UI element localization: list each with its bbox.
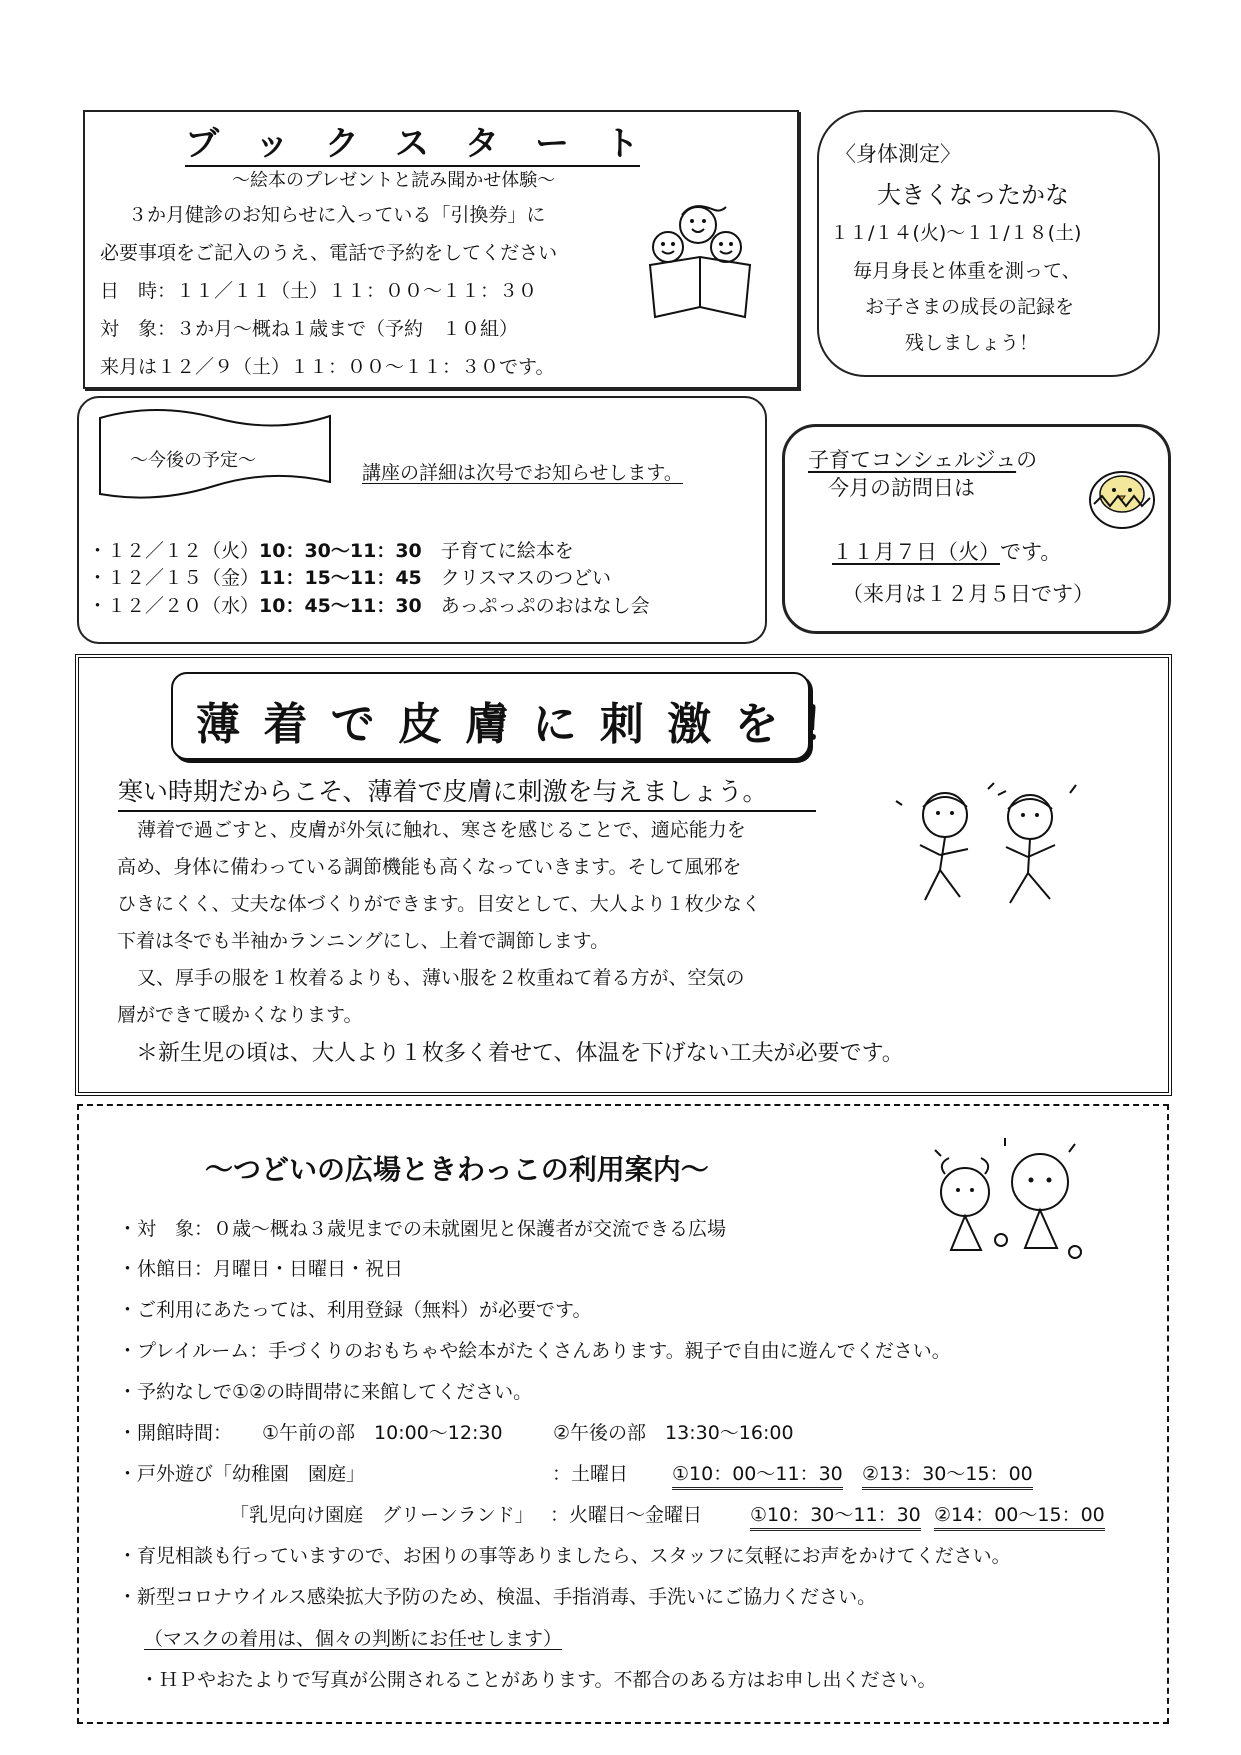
plaza-item-1: ・対 象：０歳～概ね３歳児までの未就園児と保護者が交流できる広場: [118, 1218, 727, 1240]
measurement-line-3: 残しましょう！: [905, 332, 1039, 354]
bookstart-line-2: 必要事項をご記入のうえ、電話で予約をしてください: [100, 242, 558, 264]
concierge-date-suffix: です。: [1000, 540, 1062, 564]
schedule-item-3: [88, 591, 650, 618]
measurement-catch: 大きくなったかな: [877, 181, 1069, 209]
thin-clothes-body-1: 薄着で過ごすと、皮膚が外気に触れ、寒さを感じることで、適応能力を: [137, 819, 746, 841]
plaza-hours-am: ①午前の部 10:00～12:30: [262, 1422, 503, 1444]
concierge-date-line: [832, 536, 1061, 566]
schedule-note: 講座の詳細は次号でお知らせします。: [362, 462, 683, 484]
thin-clothes-body-5: 又、厚手の服を１枚着るよりも、薄い服を２枚重ねて着る方が、空気の: [137, 967, 745, 989]
thin-clothes-body-6: 層ができて暖かくなります。: [117, 1004, 363, 1026]
chick-in-egg-illustration: [1082, 460, 1162, 540]
plaza-item-3: ・ご利用にあたっては、利用登録（無料）が必要です。: [118, 1299, 592, 1321]
bookstart-line-3: 日 時：１１／１１（土）１１：００～１１：３０: [100, 280, 538, 302]
bookstart-line-1: ３か月健診のお知らせに入っている「引換券」に: [128, 204, 546, 226]
schedule-item-time: 10：30～11：30: [259, 540, 422, 562]
concierge-line-2: 今月の訪問日は: [828, 476, 975, 500]
schedule-item-title: クリスマスのつどい: [440, 567, 612, 589]
bookstart-line-4: 対 象：３か月～概ね１歳まで（予約 １０組）: [100, 318, 519, 340]
plaza-tail-1: ・育児相談も行っていますので、お困りの事等ありましたら、スタッフに気軽にお声をかけてください。: [118, 1545, 1011, 1567]
concierge-title-suffix: の: [1016, 448, 1038, 472]
thin-clothes-lead: 寒い時期だからこそ、薄着で皮膚に刺激を与えましょう。: [118, 772, 816, 812]
plaza-item-2: ・休館日：月曜日・日曜日・祝日: [118, 1258, 404, 1280]
schedule-item-date: ・１２／１２（火）: [88, 540, 260, 562]
plaza-item-4: ・プレイルーム：手づくりのおもちゃや絵本がたくさんあります。親子で自由に遊んでください。: [118, 1340, 951, 1362]
measurement-dates: １１/１４(火)～１１/１８(土): [830, 222, 1082, 244]
thin-clothes-body-3: ひきにくく、丈夫な体づくりができます。目安として、大人より１枚少なく: [117, 893, 761, 915]
plaza-mask-note: （マスクの着用は、個々の判断にお任せします）: [144, 1628, 563, 1650]
schedule-item-date: ・１２／２０（水）: [88, 595, 260, 617]
measurement-line-1: 毎月身長と体重を測って、: [853, 260, 1081, 282]
schedule-item-title: あっぷっぷのおはなし会: [440, 595, 650, 617]
plaza-hours-label: ・開館時間：: [118, 1422, 233, 1444]
schedule-item-2: [88, 563, 611, 590]
plaza-hours-pm: ②午後の部 13:30～16:00: [553, 1422, 794, 1444]
concierge-next: （来月は１２月５日です）: [842, 582, 1094, 606]
plaza-outdoor-slot-4: ②14：00～15：00: [934, 1500, 1105, 1531]
plaza-title: ～つどいの広場ときわっこの利用案内～: [205, 1153, 709, 1186]
plaza-photo-note: ・ＨＰやおたよりで写真が公開されることがあります。不都合のある方はお申し出ください。: [140, 1669, 937, 1691]
measurement-heading: 〈身体測定〉: [835, 142, 961, 166]
plaza-outdoor-label: ・戸外遊び「幼稚園 園庭」: [118, 1463, 366, 1485]
concierge-date: １１月７日（火）: [832, 540, 1000, 564]
plaza-outdoor-day-2: ：火曜日～金曜日: [550, 1504, 703, 1526]
plaza-outdoor-slot-2: ②13：30～15：00: [862, 1459, 1033, 1490]
playing-children-illustration: [915, 1130, 1100, 1270]
plaza-item-5: ・予約なしで①②の時間帯に来館してください。: [118, 1381, 533, 1403]
thin-clothes-title: 薄 着 で 皮 膚 に 刺 激 を ！: [196, 699, 850, 750]
schedule-banner: ～今後の予定～: [130, 450, 256, 471]
bookstart-subtitle: ～絵本のプレゼントと読み聞かせ体験～: [232, 170, 556, 191]
thin-clothes-body-4: 下着は冬でも半袖かランニングにし、上着で調節します。: [117, 930, 610, 952]
bookstart-title: ブ ッ ク ス タ ー ト: [185, 116, 640, 167]
plaza-outdoor-slot-3: ①10：30～11：30: [750, 1500, 921, 1531]
schedule-item-date: ・１２／１５（金）: [88, 567, 260, 589]
plaza-outdoor-slot-1: ①10：00～11：30: [672, 1459, 843, 1490]
plaza-outdoor-label-2: 「乳児向け園庭 グリーンランド」: [230, 1504, 534, 1526]
concierge-title-underlined: 子育てコンシェルジュ: [808, 448, 1017, 472]
measurement-line-2: お子さまの成長の記録を: [865, 296, 1075, 318]
schedule-item-title: 子育てに絵本を: [440, 540, 574, 562]
concierge-title: [808, 444, 1037, 474]
bookstart-line-5: 来月は１２／９（土）１１：００～１１：３０です。: [100, 356, 555, 378]
plaza-outdoor-day: ：土曜日: [552, 1463, 629, 1485]
schedule-item-time: 11：15～11：45: [259, 567, 422, 589]
thin-clothes-body-2: 高め、身体に備わっている調節機能も高くなっていきます。そして風邪を: [117, 856, 742, 878]
plaza-tail-2: ・新型コロナウイルス感染拡大予防のため、検温、手指消毒、手洗いにご協力ください。: [118, 1586, 877, 1608]
thin-clothes-note: ＊新生児の頃は、大人より１枚多く着せて、体温を下げない工夫が必要です。: [136, 1041, 904, 1066]
running-children-illustration: [890, 775, 1090, 915]
reading-family-illustration: [640, 195, 765, 325]
schedule-item-time: 10：45～11：30: [259, 595, 422, 617]
schedule-item-1: [88, 536, 574, 563]
